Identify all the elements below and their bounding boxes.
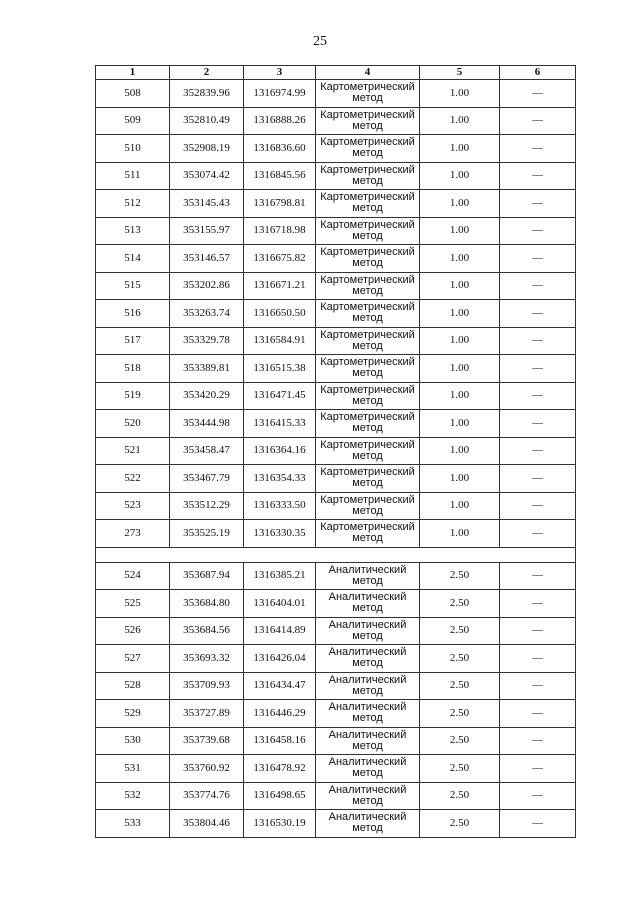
accuracy-cell: 1.00 (420, 465, 500, 493)
method-suffix: метод (352, 477, 383, 490)
table-row (96, 217, 576, 245)
method-name: Картометрический (320, 438, 415, 451)
accuracy-cell: 1.00 (420, 272, 500, 300)
note-cell: — (500, 492, 576, 520)
point-number-cell: 273 (96, 520, 170, 548)
accuracy-cell: 2.50 (420, 617, 500, 645)
note-cell: — (500, 217, 576, 245)
y-coordinate-cell: 1316385.21 (244, 562, 316, 590)
x-coordinate-cell: 353263.74 (170, 300, 244, 328)
accuracy-cell: 1.00 (420, 190, 500, 218)
method-name: Аналитический (328, 563, 407, 576)
x-coordinate-cell: 353458.47 (170, 437, 244, 465)
x-coordinate-cell: 353202.86 (170, 272, 244, 300)
method-name: Аналитический (328, 783, 407, 796)
note-cell: — (500, 327, 576, 355)
method-suffix: метод (352, 794, 383, 807)
method-name: Картометрический (320, 218, 415, 231)
accuracy-cell: 2.50 (420, 755, 500, 783)
x-coordinate-cell: 353467.79 (170, 465, 244, 493)
y-coordinate-cell: 1316478.92 (244, 755, 316, 783)
method-suffix: метод (352, 684, 383, 697)
x-coordinate-cell: 353774.76 (170, 782, 244, 810)
method-name: Аналитический (328, 756, 407, 769)
table-row (96, 437, 576, 465)
note-cell: — (500, 810, 576, 838)
method-cell (316, 135, 420, 163)
y-coordinate-cell: 1316530.19 (244, 810, 316, 838)
x-coordinate-cell: 353687.94 (170, 562, 244, 590)
note-cell: — (500, 300, 576, 328)
method-cell (316, 755, 420, 783)
accuracy-cell: 1.00 (420, 437, 500, 465)
y-coordinate-cell: 1316498.65 (244, 782, 316, 810)
method-name: Картометрический (320, 163, 415, 176)
x-coordinate-cell: 353145.43 (170, 190, 244, 218)
note-cell: — (500, 272, 576, 300)
point-number-cell: 514 (96, 245, 170, 273)
x-coordinate-cell: 353444.98 (170, 410, 244, 438)
accuracy-cell: 1.00 (420, 300, 500, 328)
method-name: Картометрический (320, 191, 415, 204)
accuracy-cell: 1.00 (420, 217, 500, 245)
point-number-cell: 523 (96, 492, 170, 520)
y-coordinate-cell: 1316974.99 (244, 80, 316, 108)
note-cell: — (500, 190, 576, 218)
accuracy-cell: 2.50 (420, 645, 500, 673)
note-cell: — (500, 410, 576, 438)
y-coordinate-cell: 1316415.33 (244, 410, 316, 438)
column-header: 3 (244, 66, 316, 80)
accuracy-cell: 1.00 (420, 162, 500, 190)
method-suffix: метод (352, 257, 383, 270)
method-suffix: метод (352, 657, 383, 670)
method-suffix: метод (352, 822, 383, 835)
table-row (96, 590, 576, 618)
y-coordinate-cell: 1316404.01 (244, 590, 316, 618)
x-coordinate-cell: 353146.57 (170, 245, 244, 273)
y-coordinate-cell: 1316354.33 (244, 465, 316, 493)
table-row (96, 465, 576, 493)
method-cell (316, 327, 420, 355)
x-coordinate-cell: 353684.80 (170, 590, 244, 618)
accuracy-cell: 1.00 (420, 520, 500, 548)
table-body (96, 80, 576, 838)
coordinates-table (95, 65, 576, 838)
method-name: Аналитический (328, 646, 407, 659)
method-name: Аналитический (328, 701, 407, 714)
accuracy-cell: 2.50 (420, 700, 500, 728)
method-name: Аналитический (328, 591, 407, 604)
method-cell (316, 590, 420, 618)
table-row (96, 80, 576, 108)
method-suffix: метод (352, 602, 383, 615)
point-number-cell: 517 (96, 327, 170, 355)
note-cell: — (500, 590, 576, 618)
method-name: Аналитический (328, 673, 407, 686)
x-coordinate-cell: 352810.49 (170, 107, 244, 135)
method-cell (316, 645, 420, 673)
column-header: 4 (316, 66, 420, 80)
method-cell (316, 617, 420, 645)
point-number-cell: 512 (96, 190, 170, 218)
page-number: 25 (313, 34, 327, 49)
x-coordinate-cell: 353512.29 (170, 492, 244, 520)
group-separator-row (96, 547, 576, 562)
method-name: Картометрический (320, 136, 415, 149)
method-suffix: метод (352, 229, 383, 242)
accuracy-cell: 2.50 (420, 782, 500, 810)
y-coordinate-cell: 1316446.29 (244, 700, 316, 728)
accuracy-cell: 1.00 (420, 135, 500, 163)
method-cell (316, 562, 420, 590)
x-coordinate-cell: 353525.19 (170, 520, 244, 548)
note-cell: — (500, 437, 576, 465)
point-number-cell: 524 (96, 562, 170, 590)
table-row (96, 300, 576, 328)
method-cell (316, 437, 420, 465)
column-header: 6 (500, 66, 576, 80)
method-cell (316, 672, 420, 700)
table-row (96, 520, 576, 548)
method-name: Картометрический (320, 411, 415, 424)
accuracy-cell: 2.50 (420, 727, 500, 755)
y-coordinate-cell: 1316414.89 (244, 617, 316, 645)
table-row (96, 492, 576, 520)
point-number-cell: 526 (96, 617, 170, 645)
accuracy-cell: 1.00 (420, 355, 500, 383)
method-cell (316, 162, 420, 190)
x-coordinate-cell: 353760.92 (170, 755, 244, 783)
x-coordinate-cell: 353727.89 (170, 700, 244, 728)
y-coordinate-cell: 1316333.50 (244, 492, 316, 520)
table-row (96, 810, 576, 838)
point-number-cell: 519 (96, 382, 170, 410)
point-number-cell: 522 (96, 465, 170, 493)
x-coordinate-cell: 353074.42 (170, 162, 244, 190)
column-header: 2 (170, 66, 244, 80)
point-number-cell: 525 (96, 590, 170, 618)
y-coordinate-cell: 1316845.56 (244, 162, 316, 190)
y-coordinate-cell: 1316458.16 (244, 727, 316, 755)
table-row (96, 382, 576, 410)
table-row (96, 562, 576, 590)
method-suffix: метод (352, 422, 383, 435)
point-number-cell: 520 (96, 410, 170, 438)
method-suffix: метод (352, 532, 383, 545)
point-number-cell: 518 (96, 355, 170, 383)
method-cell (316, 355, 420, 383)
y-coordinate-cell: 1316671.21 (244, 272, 316, 300)
method-suffix: метод (352, 339, 383, 352)
point-number-cell: 521 (96, 437, 170, 465)
x-coordinate-cell: 353329.78 (170, 327, 244, 355)
y-coordinate-cell: 1316798.81 (244, 190, 316, 218)
method-suffix: метод (352, 712, 383, 725)
note-cell: — (500, 107, 576, 135)
x-coordinate-cell: 353739.68 (170, 727, 244, 755)
method-suffix: метод (352, 147, 383, 160)
table-row (96, 700, 576, 728)
method-name: Аналитический (328, 618, 407, 631)
accuracy-cell: 1.00 (420, 107, 500, 135)
table-row (96, 727, 576, 755)
method-cell (316, 782, 420, 810)
note-cell: — (500, 465, 576, 493)
table-row (96, 327, 576, 355)
accuracy-cell: 1.00 (420, 327, 500, 355)
note-cell: — (500, 355, 576, 383)
method-name: Картометрический (320, 246, 415, 259)
method-suffix: метод (352, 119, 383, 132)
method-suffix: метод (352, 574, 383, 587)
method-cell (316, 727, 420, 755)
method-suffix: метод (352, 174, 383, 187)
column-header: 1 (96, 66, 170, 80)
x-coordinate-cell: 353389.81 (170, 355, 244, 383)
method-name: Картометрический (320, 301, 415, 314)
group-separator-cell (96, 547, 576, 562)
method-name: Картометрический (320, 521, 415, 534)
method-cell (316, 107, 420, 135)
method-cell (316, 382, 420, 410)
point-number-cell: 532 (96, 782, 170, 810)
method-cell (316, 465, 420, 493)
note-cell: — (500, 645, 576, 673)
accuracy-cell: 2.50 (420, 590, 500, 618)
method-suffix: метод (352, 629, 383, 642)
x-coordinate-cell: 353804.46 (170, 810, 244, 838)
note-cell: — (500, 520, 576, 548)
method-suffix: метод (352, 504, 383, 517)
x-coordinate-cell: 353420.29 (170, 382, 244, 410)
method-name: Картометрический (320, 493, 415, 506)
note-cell: — (500, 382, 576, 410)
table-header-row (96, 66, 576, 80)
method-name: Картометрический (320, 273, 415, 286)
accuracy-cell: 1.00 (420, 382, 500, 410)
y-coordinate-cell: 1316471.45 (244, 382, 316, 410)
point-number-cell: 515 (96, 272, 170, 300)
y-coordinate-cell: 1316584.91 (244, 327, 316, 355)
point-number-cell: 529 (96, 700, 170, 728)
method-cell (316, 810, 420, 838)
method-name: Аналитический (328, 811, 407, 824)
table-row (96, 107, 576, 135)
accuracy-cell: 1.00 (420, 245, 500, 273)
note-cell: — (500, 727, 576, 755)
method-suffix: метод (352, 367, 383, 380)
table-row (96, 645, 576, 673)
note-cell: — (500, 755, 576, 783)
method-name: Аналитический (328, 728, 407, 741)
method-name: Картометрический (320, 466, 415, 479)
column-header: 5 (420, 66, 500, 80)
point-number-cell: 533 (96, 810, 170, 838)
method-cell (316, 520, 420, 548)
method-suffix: метод (352, 284, 383, 297)
method-name: Картометрический (320, 328, 415, 341)
method-suffix: метод (352, 202, 383, 215)
y-coordinate-cell: 1316434.47 (244, 672, 316, 700)
table-row (96, 410, 576, 438)
y-coordinate-cell: 1316426.04 (244, 645, 316, 673)
note-cell: — (500, 245, 576, 273)
y-coordinate-cell: 1316675.82 (244, 245, 316, 273)
method-name: Картометрический (320, 108, 415, 121)
accuracy-cell: 1.00 (420, 492, 500, 520)
table-row (96, 190, 576, 218)
method-cell (316, 80, 420, 108)
method-name: Картометрический (320, 81, 415, 94)
method-cell (316, 272, 420, 300)
method-suffix: метод (352, 739, 383, 752)
point-number-cell: 509 (96, 107, 170, 135)
note-cell: — (500, 782, 576, 810)
method-cell (316, 245, 420, 273)
table-row (96, 782, 576, 810)
y-coordinate-cell: 1316364.16 (244, 437, 316, 465)
method-suffix: метод (352, 767, 383, 780)
x-coordinate-cell: 352908.19 (170, 135, 244, 163)
x-coordinate-cell: 352839.96 (170, 80, 244, 108)
point-number-cell: 528 (96, 672, 170, 700)
x-coordinate-cell: 353684.56 (170, 617, 244, 645)
y-coordinate-cell: 1316718.98 (244, 217, 316, 245)
method-suffix: метод (352, 449, 383, 462)
point-number-cell: 508 (96, 80, 170, 108)
note-cell: — (500, 162, 576, 190)
y-coordinate-cell: 1316515.38 (244, 355, 316, 383)
accuracy-cell: 2.50 (420, 562, 500, 590)
point-number-cell: 531 (96, 755, 170, 783)
note-cell: — (500, 80, 576, 108)
note-cell: — (500, 672, 576, 700)
point-number-cell: 511 (96, 162, 170, 190)
method-suffix: метод (352, 92, 383, 105)
y-coordinate-cell: 1316888.26 (244, 107, 316, 135)
point-number-cell: 510 (96, 135, 170, 163)
point-number-cell: 516 (96, 300, 170, 328)
accuracy-cell: 2.50 (420, 672, 500, 700)
table-row (96, 755, 576, 783)
x-coordinate-cell: 353693.32 (170, 645, 244, 673)
method-suffix: метод (352, 394, 383, 407)
table-row (96, 272, 576, 300)
accuracy-cell: 2.50 (420, 810, 500, 838)
method-suffix: метод (352, 312, 383, 325)
table-row (96, 162, 576, 190)
table-row (96, 245, 576, 273)
point-number-cell: 527 (96, 645, 170, 673)
method-cell (316, 492, 420, 520)
note-cell: — (500, 700, 576, 728)
x-coordinate-cell: 353155.97 (170, 217, 244, 245)
point-number-cell: 530 (96, 727, 170, 755)
y-coordinate-cell: 1316836.60 (244, 135, 316, 163)
method-name: Картометрический (320, 383, 415, 396)
point-number-cell: 513 (96, 217, 170, 245)
note-cell: — (500, 617, 576, 645)
y-coordinate-cell: 1316330.35 (244, 520, 316, 548)
note-cell: — (500, 135, 576, 163)
method-cell (316, 410, 420, 438)
table-row (96, 617, 576, 645)
accuracy-cell: 1.00 (420, 80, 500, 108)
accuracy-cell: 1.00 (420, 410, 500, 438)
method-cell (316, 190, 420, 218)
method-cell (316, 217, 420, 245)
method-cell (316, 300, 420, 328)
table-row (96, 672, 576, 700)
y-coordinate-cell: 1316650.50 (244, 300, 316, 328)
x-coordinate-cell: 353709.93 (170, 672, 244, 700)
method-cell (316, 700, 420, 728)
method-name: Картометрический (320, 356, 415, 369)
table-row (96, 135, 576, 163)
table-row (96, 355, 576, 383)
note-cell: — (500, 562, 576, 590)
